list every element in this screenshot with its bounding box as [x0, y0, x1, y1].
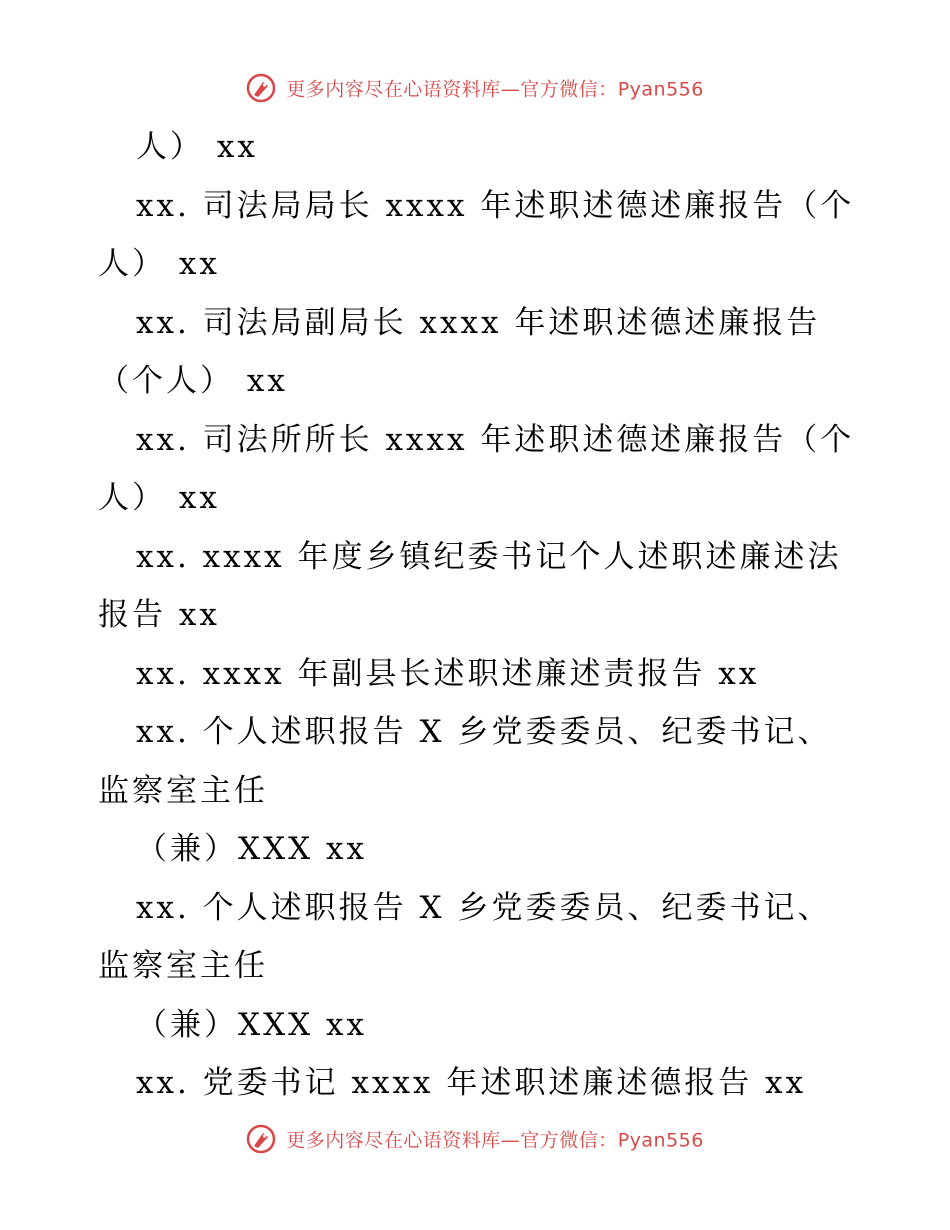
text-line: xx. xxxx 年副县长述职述廉述责报告 xx [136, 655, 760, 692]
text-line: 人） xx [98, 480, 220, 516]
pen-nib-logo-icon [246, 73, 276, 103]
text-line: xx. 个人述职报告 X 乡党委委员、纪委书记、 [136, 714, 832, 750]
text-line: xx. 司法局局长 xxxx 年述职述德述廉报告（个 [136, 187, 855, 224]
text-line: xx. 司法所所长 xxxx 年述职述德述廉报告（个 [136, 421, 855, 458]
document-body [98, 118, 858, 1113]
text-line: 监察室主任 [98, 948, 268, 984]
watermark-header [0, 73, 950, 103]
text-line: （个人） xx [98, 363, 288, 399]
text-line: 人） xx [98, 246, 220, 282]
text-line: xx. 司法局副局长 xxxx 年述职述德述廉报告 [136, 304, 821, 341]
text-line: xx. 个人述职报告 X 乡党委委员、纪委书记、 [136, 889, 832, 926]
text-line: 人） xx [136, 129, 258, 165]
text-line: （兼）XXX xx [136, 831, 368, 867]
text-line: 报告 xx [98, 597, 220, 633]
watermark-footer [0, 1124, 950, 1154]
watermark-text: 更多内容尽在心语资料库—官方微信：Pyan556 [286, 1129, 704, 1152]
text-line: xx. 党委书记 xxxx 年述职述廉述德报告 xx [136, 1065, 807, 1101]
watermark-text: 更多内容尽在心语资料库—官方微信：Pyan556 [286, 78, 704, 101]
text-line: 监察室主任 [98, 772, 268, 809]
text-line: xx. xxxx 年度乡镇纪委书记个人述职述廉述法 [136, 538, 842, 575]
text-line: （兼）XXX xx [136, 1006, 368, 1043]
pen-nib-logo-icon [246, 1124, 276, 1154]
